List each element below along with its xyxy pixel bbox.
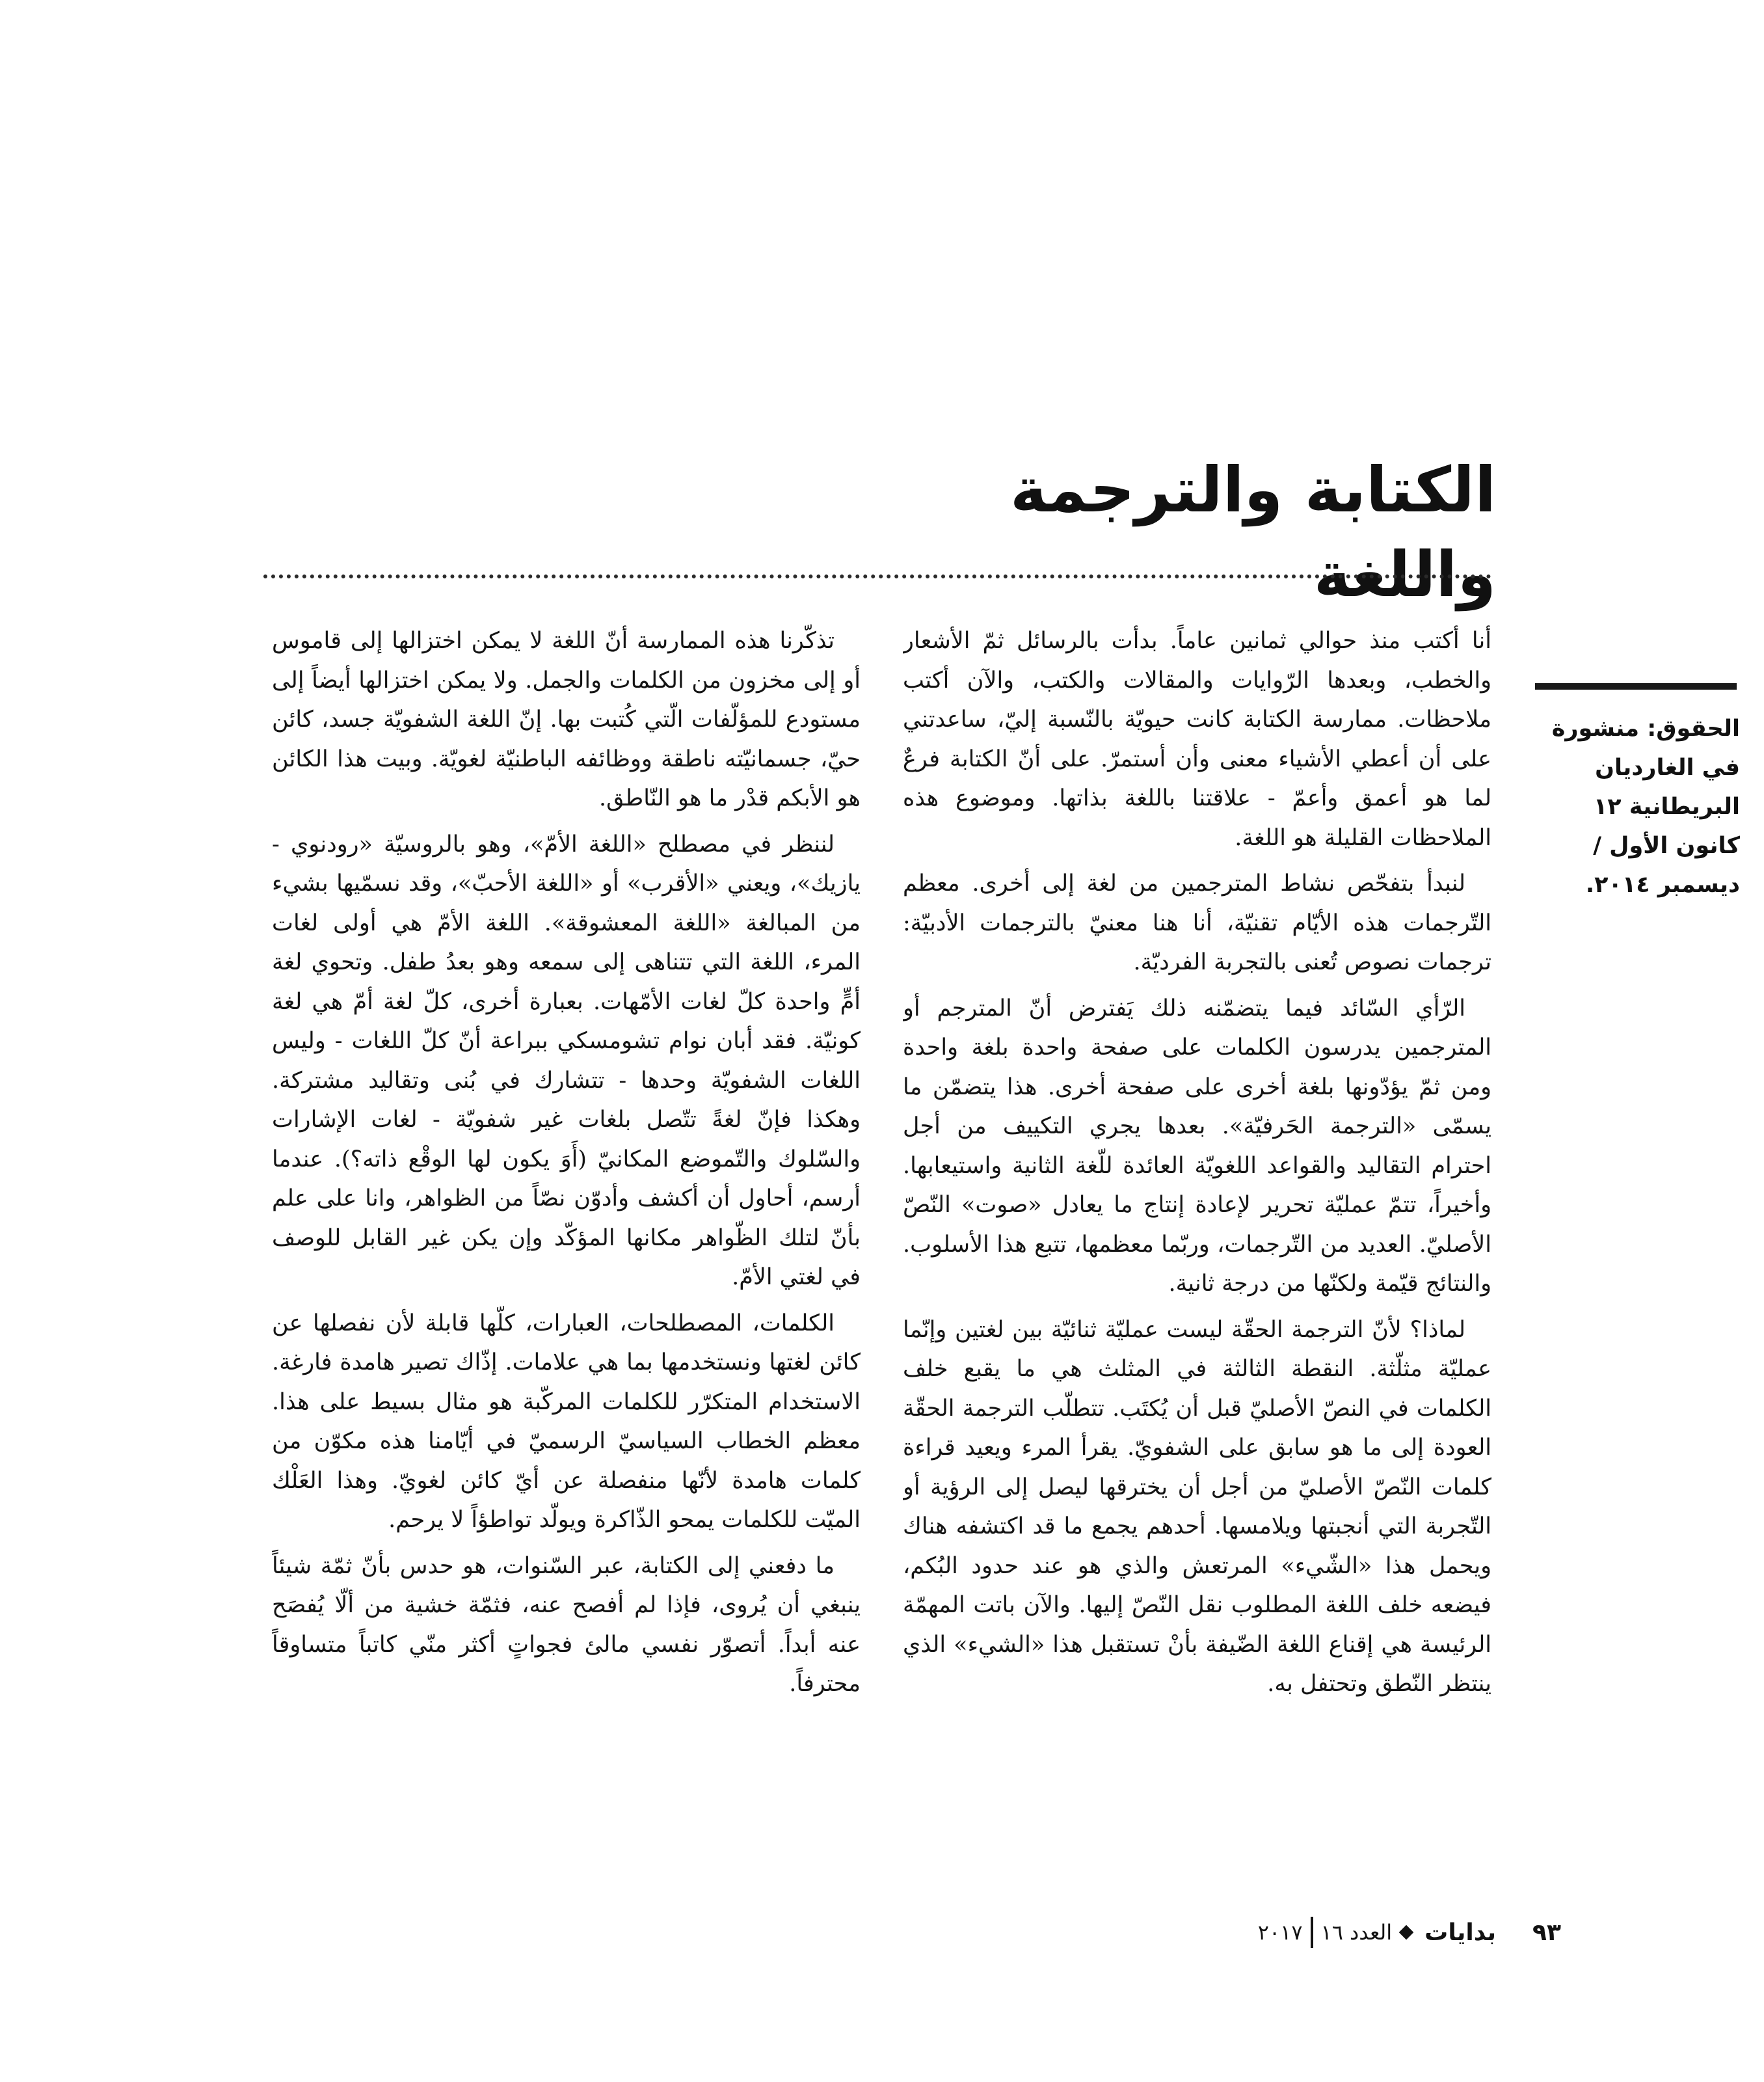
paragraph: الرّأي السّائد فيما يتضمّنه ذلك يَفترض أنّ المترجم أو المترجمين يدرسون الكلمات على صفحة واحدة بلغة واحدة ومن ثمّ يؤدّونها بلغة أخرى على صفحة أخرى. هذا يتضمّن ما يسمّى «الترجمة الحَرفيّة». بعدها يجري التكييف من أجل احترام التقاليد والقواعد اللغويّة العائدة للّغة الثانية واستيعابها. وأخيراً، تتمّ عمليّة تحرير لإعادة إنتاج ما يعادل «صوت» النّصّ الأصليّ. العديد من التّرجمات، وربّما معظمها، تتبع هذا الأسلوب. والنتائج قيّمة ولكنّها من درجة ثانية. — [903, 995, 1491, 1297]
article-title: الكتابة والترجمة واللغة — [1010, 453, 1496, 611]
paragraph: لننظر في مصطلح «اللغة الأمّ»، وهو بالروسيّة «رودنوي - يازيك»، ويعني «الأقرب» أو «اللغة الأحبّ»، وقد نسمّيها بشيء من المبالغة «اللغة المعشوقة». اللغة الأمّ هي أولى لغات المرء، اللغة التي تتناهى إلى سمعه وهو بعدُ طفل. وتحوي لغة أمٍّ واحدة كلّ لغات الأمّهات. بعبارة أخرى، كلّ لغة أمّ هي لغة كونيّة. فقد أبان نوام تشومسكي ببراعة أنّ كلّ اللغات - وليس اللغات الشفويّة وحدها - تتشارك في بُنى وتقاليد مشتركة. وهكذا فإنّ لغةً تتّصل بلغات غير شفويّة - لغات الإشارات والسّلوك والتّموضع المكانيّ (أَوَ يكون لها الوقْع ذاته؟). عندما أرسم، أحاول أن أكشف وأدوّن نصّاً من الظواهر، وانا على علم بأنّ لتلك الظّواهر مكانها المؤكّد وإن يكن غير القابل للوصف في لغتي الأمّ. — [272, 831, 861, 1290]
paragraph: لنبدأ بتفحّص نشاط المترجمين من لغة إلى أخرى. معظم التّرجمات هذه الأيّام تقنيّة، أنا هنا معنيّ بالترجمات الأدبيّة: ترجمات نصوص تُعنى بالتجربة الفرديّة. — [903, 871, 1491, 975]
paragraph: ما دفعني إلى الكتابة، عبر السّنوات، هو حدس بأنّ ثمّة شيئاً ينبغي أن يُروى، فإذا لم أفصح عنه، فثمّة خشية من ألّا يُفصَح عنه أبداً. أتصوّر نفسي مالئ فجواتٍ أكثر منّي كاتباً متساوقاً محترفاً. — [272, 1552, 861, 1697]
diamond-icon — [1399, 1925, 1414, 1940]
footer-separator — [1311, 1917, 1313, 1948]
sidebar-rule — [1535, 683, 1737, 690]
paragraph: الكلمات، المصطلحات، العبارات، كلّها قابلة لأن نفصلها عن كائن لغتها ونستخدمها بما هي علامات. إذّاك تصير هامدة فارغة. الاستخدام المتكرّر للكلمات المركّبة هو مثال بسيط على هذا. معظم الخطاب السياسيّ الرسميّ في أيّامنا هذه مكوّن من كلمات هامدة لأنّها منفصلة عن أيّ كائن لغويّ. وهذا العَلْك الميّت للكلمات يمحو الذّاكرة ويولّد تواطؤاً لا يرحم. — [272, 1310, 861, 1533]
right-text-column — [903, 621, 1491, 1877]
title-divider — [263, 575, 1491, 578]
left-text-column — [272, 621, 861, 1877]
paragraph: تذكّرنا هذه الممارسة أنّ اللغة لا يمكن اختزالها إلى قاموس أو إلى مخزون من الكلمات والجمل. ولا يمكن اختزالها أيضاً إلى مستودع للمؤلّفات الّتي كُتبت بها. إنّ اللغة الشفويّة جسد، كائن حيّ، جسمانيّته ناطقة ووظائفه الباطنيّة لغويّة. وبيت هذا الكائن هو الأبكم قدْر ما هو النّاطق. — [272, 628, 861, 811]
paragraph: أنا أكتب منذ حوالي ثمانين عاماً. بدأت بالرسائل ثمّ الأشعار والخطب، وبعدها الرّوايات والمقالات والكتب، والآن أكتب ملاحظات. ممارسة الكتابة كانت حيويّة بالنّسبة إليّ، ساعدتني على أن أعطي الأشياء معنى وأن أستمرّ. على أنّ الكتابة فرعٌ لما هو أعمق وأعمّ - علاقتنا باللغة بذاتها. وموضوع هذه الملاحظات القليلة هو اللغة. — [903, 628, 1491, 851]
rights-note: الحقوق: منشورة في الغارديان البريطانية ١٢ كانون الأول / ديسمبر ٢٠١٤. — [1551, 716, 1740, 898]
page-footer — [1171, 1913, 1561, 1952]
magazine-name: بدايات — [1424, 1919, 1497, 1946]
paragraph: لماذا؟ لأنّ الترجمة الحقّة ليست عمليّة ثنائيّة بين لغتين وإنّما عمليّة مثلّثة. النقطة الثالثة في المثلث هي ما يقبع خلف الكلمات في النصّ الأصليّ قبل أن يُكتَب. تتطلّب الترجمة الحقّة العودة إلى ما هو سابق على الشفويّ. يقرأ المرء ويعيد قراءة كلمات النّصّ الأصليّ من أجل أن يخترقها ليصل إلى الرؤية أو التّجربة التي أنجبتها ويلامسها. أحدهم يجمع ما قد اكتشفه هناك ويحمل هذا «الشّيء» المرتعش والذي هو عند حدود البُكم، فيضعه خلف اللغة المطلوب نقل النّصّ إليها. والآن باتت المهمّة الرئيسة هي إقناع اللغة الضّيفة بأنْ تستقبل هذا «الشيء» الذي ينتظر النّطق وتحتفل به. — [903, 1316, 1491, 1697]
page-number: ٩٣ — [1532, 1919, 1561, 1946]
issue-year: ٢٠١٧ — [1257, 1920, 1303, 1945]
issue-number: العدد ١٦ — [1320, 1920, 1393, 1945]
